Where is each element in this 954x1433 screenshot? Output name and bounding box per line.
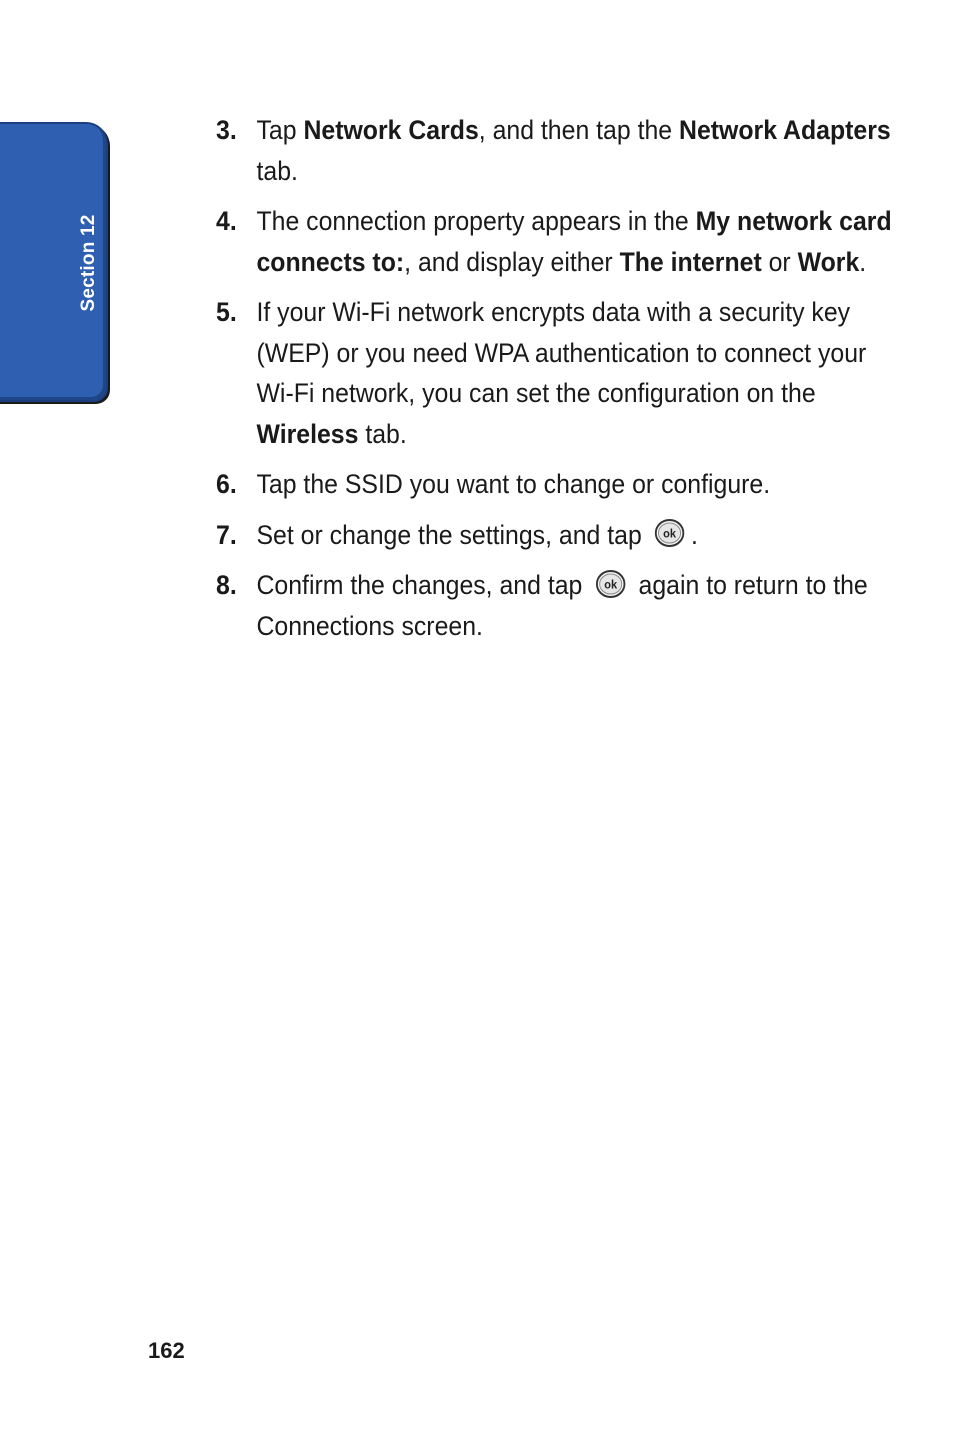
ui-term: Network Cards	[303, 115, 479, 145]
step-8: 8. Confirm the changes, and tap ok again to return to the Connections screen.	[216, 565, 900, 646]
step-7: 7. Set or change the settings, and tap ok .	[216, 515, 900, 556]
ok-icon-text: ok	[603, 579, 617, 592]
step-number: 5.	[216, 297, 237, 327]
section-tab-label: Section 12	[78, 214, 99, 312]
step-number: 4.	[216, 206, 237, 236]
step-number: 6.	[216, 469, 237, 499]
step-number: 7.	[216, 519, 237, 550]
ui-term: Wireless	[256, 418, 359, 449]
ok-button-icon	[595, 569, 626, 599]
step-6: 6. Tap the SSID you want to change or configure.	[216, 464, 900, 505]
ok-button-icon	[654, 518, 685, 548]
instruction-steps	[216, 110, 896, 656]
ui-term: Network Adapters	[679, 115, 891, 145]
ui-term: My network card connects to:	[256, 206, 892, 277]
step-5: 5. If your Wi-Fi network encrypts data with a security key (WEP) or you need WPA authentication to connect your Wi-Fi network, you can set the configuration on the Wireless tab.	[216, 292, 900, 454]
step-number: 8.	[216, 570, 237, 600]
ui-term: Work	[797, 246, 860, 277]
ok-icon-text: ok	[663, 528, 677, 541]
page-number: 162	[148, 1338, 185, 1363]
ui-term: The internet	[619, 246, 762, 277]
step-number: 3.	[216, 115, 237, 145]
step-4: 4. The connection property appears in the My network card connects to:, and display either The internet or Work.	[216, 201, 900, 282]
step-3: 3. Tap Network Cards, and then tap the Network Adapters tab.	[216, 110, 900, 191]
